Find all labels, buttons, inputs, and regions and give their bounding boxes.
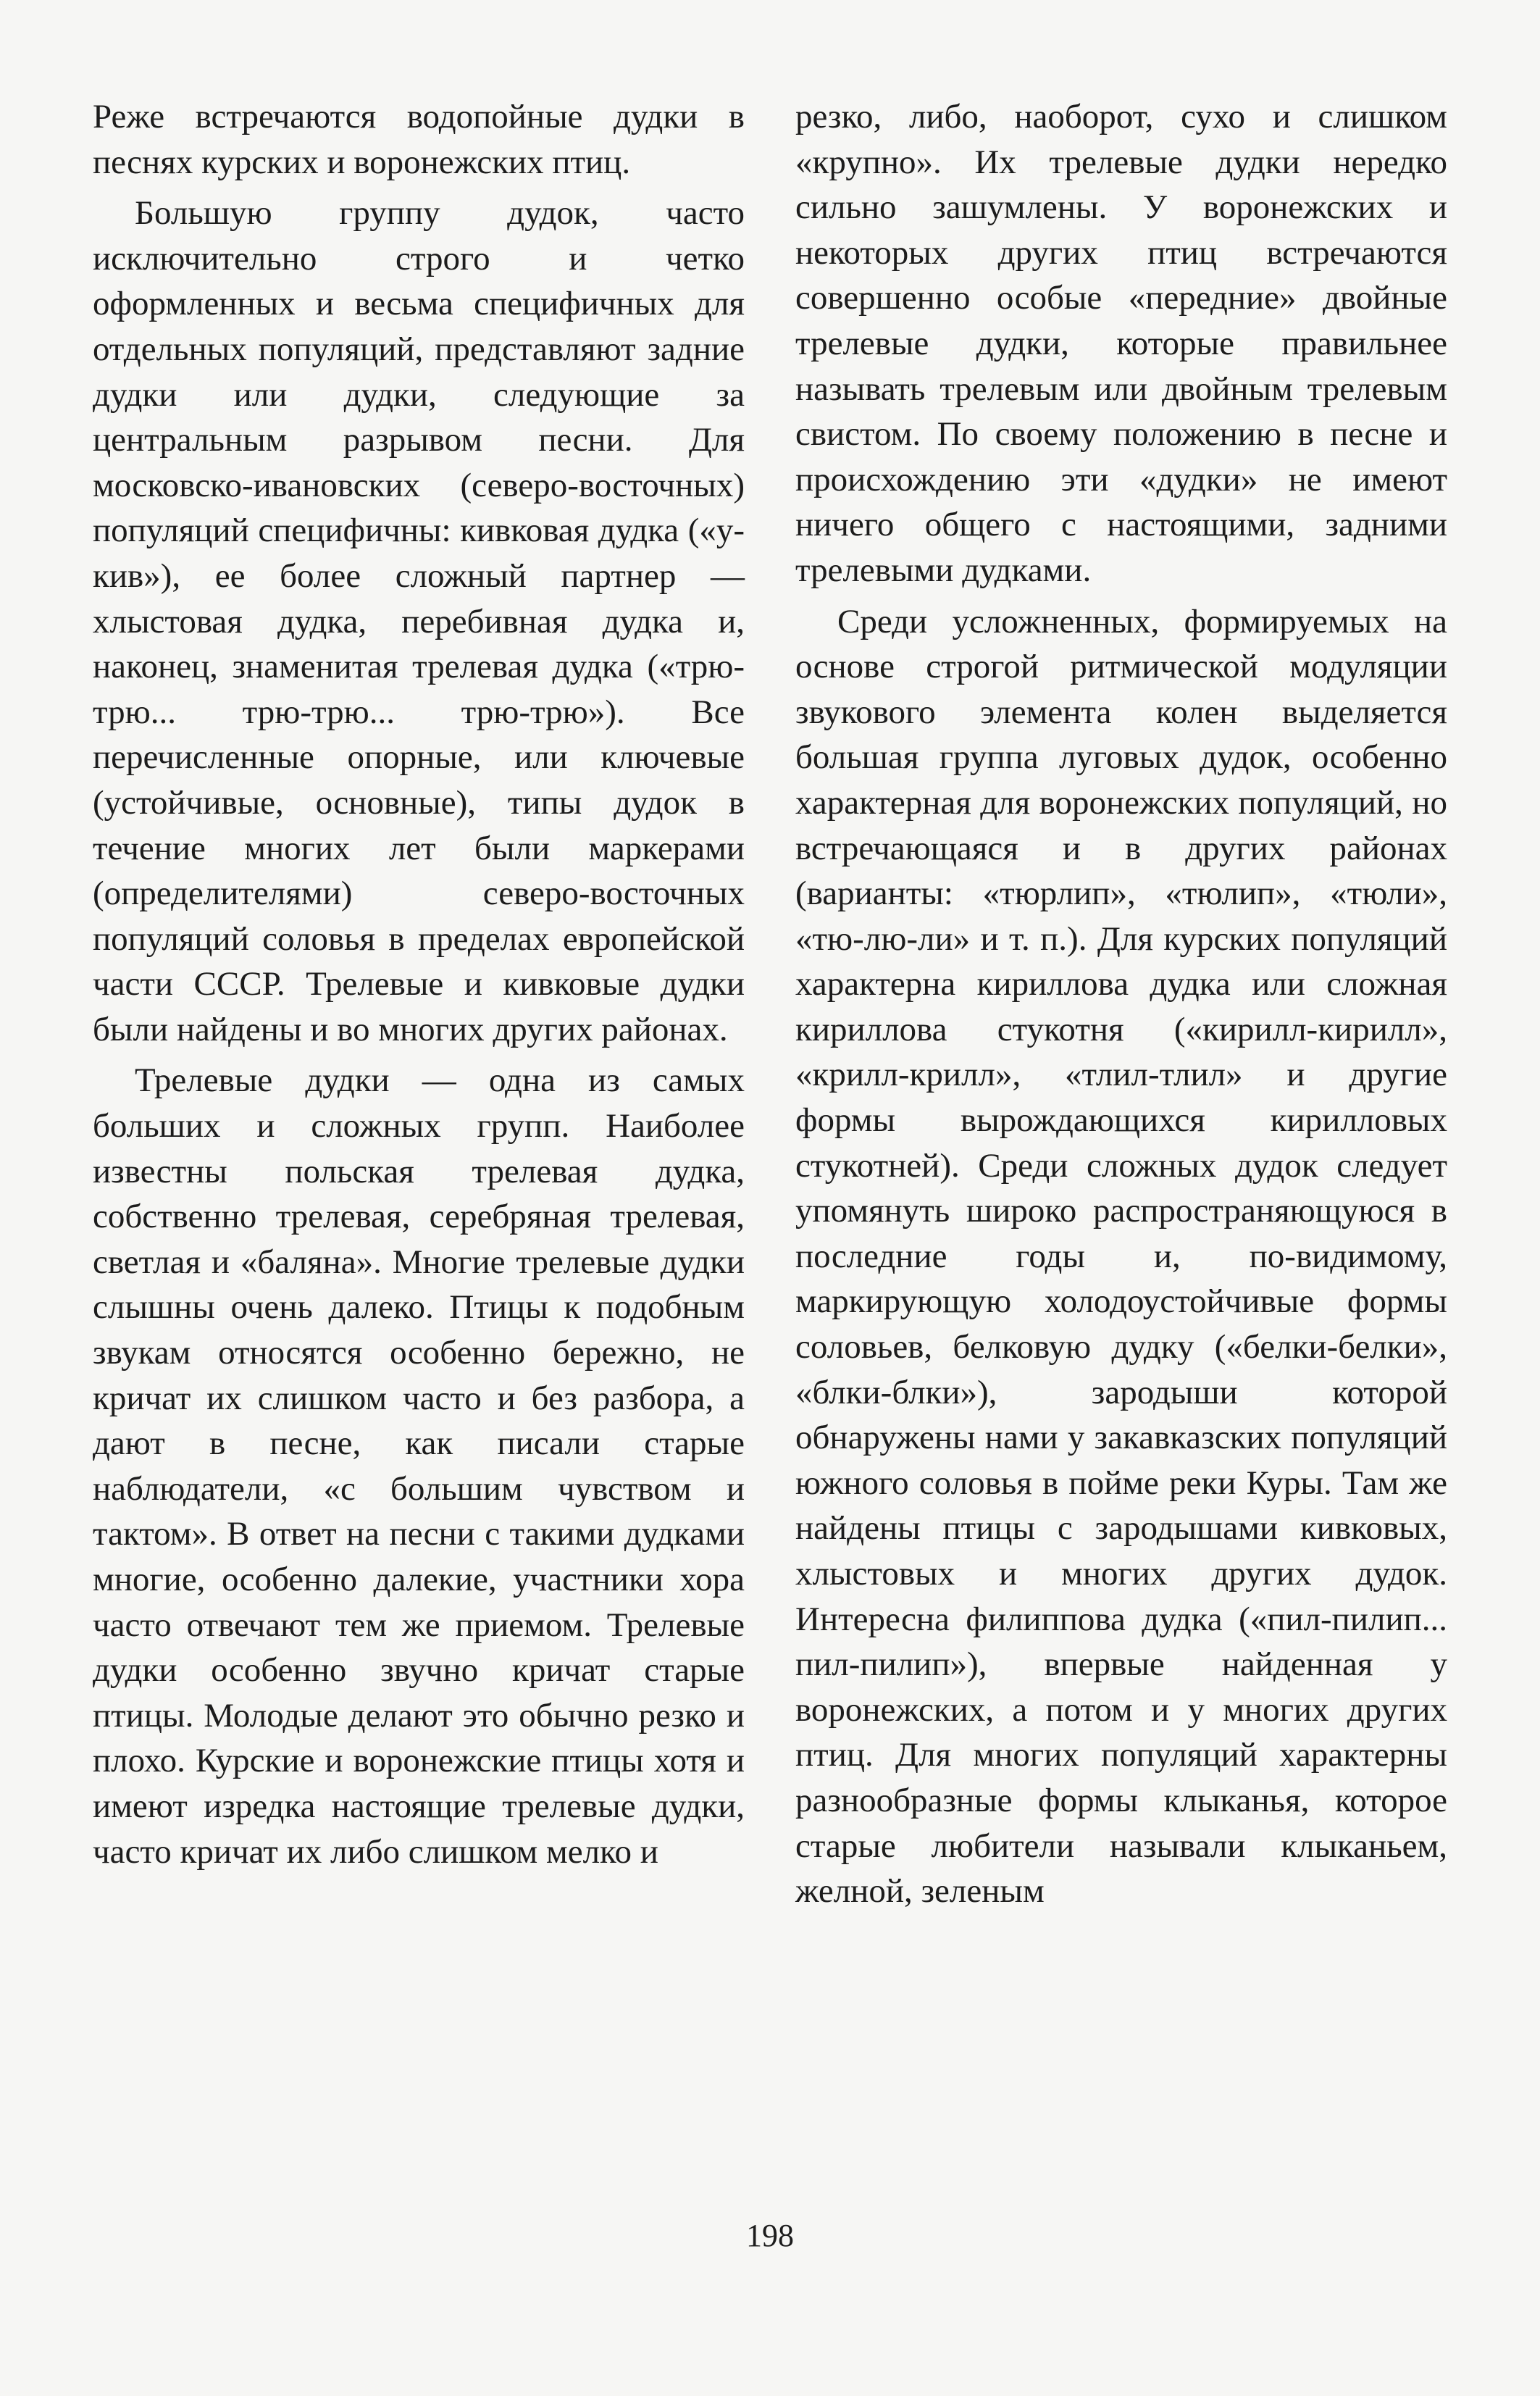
right-column xyxy=(795,94,1447,1920)
paragraph: Трелевые дудки — одна из самых больших и сложных групп. Наиболее известны польская трелевая дудка, собственно трелевая, серебряная трелевая, светлая и «баляна». Многие трелевые дудки слышны очень далеко. Птицы к подобным звукам относятся особенно бережно, не кричат их слишком часто и без разбора, а дают в песне, как писали старые наблюдатели, «с большим чувством и тактом». В ответ на песни с такими дудками многие, особенно далекие, участники хора часто отвечают тем же приемом. Трелевые дудки особенно звучно кричат старые птицы. Молодые делают это обычно резко и плохо. Курские и воронежские птицы хотя и имеют изредка настоящие трелевые дудки, часто кричат их либо слишком мелко и xyxy=(93,1061,745,1871)
paragraph: Среди усложненных, формируемых на основе строгой ритмической модуляции звукового элемента колен выделяется большая группа луговых дудок, особенно характерная для воронежских популяций, но встречающаяся и в других районах (варианты: «тюрлип», «тюлип», «тюли», «тю-лю-ли» и т. п.). Для курских популяций характерна кириллова дудка или сложная кириллова стукотня («кирилл-кирилл», «крилл-крилл», «тлил-тлил» и другие формы вырождающихся кирилловых стукотней). Среди сложных дудок следует упомянуть широко распространяющуюся в последние годы и, по-видимому, маркирующую холодоустойчивые формы соловьев, белковую дудку («белки-белки», «блки-блки»), зародыши которой обнаружены нами у закавказских популяций южного соловья в пойме реки Куры. Там же найдены птицы с зародышами кивковых, хлыстовых и многих других дудок. Интересна филиппова дудка («пил-пилип... пил-пилип»), впервые найденная у воронежских, а потом и у многих других птиц. Для многих популяций характерны разнообразные формы клыканья, которое старые любители называли клыканьем, желной, зеленым xyxy=(795,602,1447,1911)
page-number: 198 xyxy=(746,2218,794,2253)
paragraph: Большую группу дудок, часто исключительно строго и четко оформленных и весьма специфичных для отдельных популяций, представляют задние дудки или дудки, следующие за центральным разрывом песни. Для московско-ивановских (северо-восточных) популяций специфичны: кивковая дудка («у-кив»), ее более сложный партнер — хлыстовая дудка, перебивная дудка и, наконец, знаменитая трелевая дудка («трю-трю... трю-трю... трю-трю»). Все перечисленные опорные, или ключевые (устойчивые, основные), типы дудок в течение многих лет были маркерами (определителями) северо-восточных популяций соловья в пределах европейской части СССР. Трелевые и кивковые дудки были найдены и во многих других районах. xyxy=(93,194,745,1048)
paragraph: резко, либо, наоборот, сухо и слишком «крупно». Их трелевые дудки нередко сильно зашумлены. У воронежских и некоторых других птиц встречаются совершенно особые «передние» двойные трелевые дудки, которые правильнее называть трелевым или двойным трелевым свистом. По своему положению в песне и происхождению эти «дудки» не имеют ничего общего с настоящими, задними трелевыми дудками. xyxy=(795,98,1447,589)
left-column xyxy=(93,94,745,1880)
paragraph: Реже встречаются водопойные дудки в песнях курских и воронежских птиц. xyxy=(93,98,745,181)
